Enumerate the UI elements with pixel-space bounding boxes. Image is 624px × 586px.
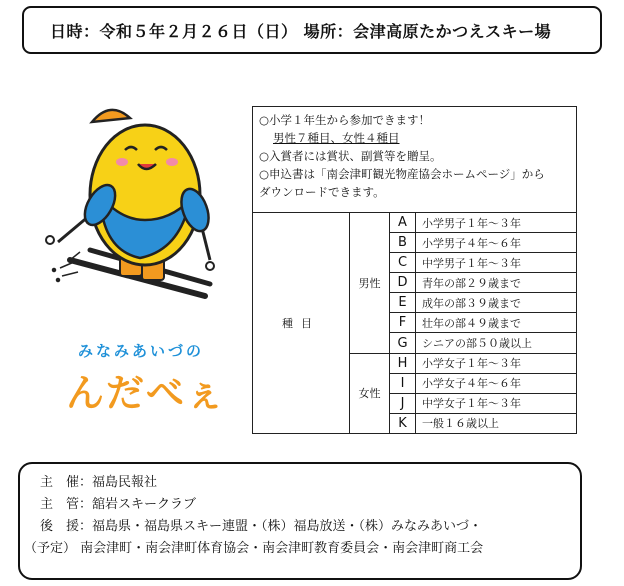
hat-icon: [92, 110, 130, 122]
manager-line: 主 管：舘岩スキークラブ: [40, 497, 197, 512]
event-header-text: 日時：令和５年２月２６日（日） 場所：会津高原たかつえスキー場: [50, 21, 552, 41]
male-label: 男性: [350, 213, 390, 354]
info-line: ○小学１年生から参加できます！: [259, 113, 431, 127]
info-box: [252, 106, 577, 212]
category-desc: シニアの部５０歳以上: [416, 333, 577, 353]
category-code: C: [390, 253, 416, 273]
category-desc: 青年の部２９歳まで: [416, 273, 577, 293]
organizer-line: 主 催：福島民報社: [40, 475, 158, 490]
category-code: K: [390, 413, 416, 433]
category-code: A: [390, 213, 416, 233]
category-desc: 小学女子１年～３年: [416, 353, 577, 373]
table-row: [253, 213, 577, 233]
snow-spray-icon: [53, 252, 81, 282]
category-code: J: [390, 393, 416, 413]
category-code: F: [390, 313, 416, 333]
category-code: E: [390, 293, 416, 313]
info-line: 男性７種目、女性４種目: [273, 131, 400, 145]
supporter-planned-line: （予定） 南会津町・南会津町体育協会・南会津町教育委員会・南会津町商工会: [24, 541, 484, 556]
sponsor-box: [18, 462, 582, 580]
category-desc: 小学女子４年～６年: [416, 373, 577, 393]
category-desc: 小学男子４年～６年: [416, 233, 577, 253]
info-line: ダウンロードできます。: [259, 185, 385, 199]
mascot-illustration: [30, 100, 240, 310]
info-line: ○入賞者には賞状、副賞等を贈呈。: [259, 149, 442, 163]
category-code: B: [390, 233, 416, 253]
brand-subtitle: みなみあいづの: [78, 342, 205, 360]
category-code: I: [390, 373, 416, 393]
category-desc: 中学女子１年～３年: [416, 393, 577, 413]
info-line: ○申込書は「南会津町観光物産協会ホームページ」から: [259, 167, 545, 181]
category-desc: 壮年の部４９歳まで: [416, 313, 577, 333]
category-desc: 一般１６歳以上: [416, 413, 577, 433]
category-code: D: [390, 273, 416, 293]
female-label: 女性: [350, 353, 390, 433]
category-code: H: [390, 353, 416, 373]
brand-logo-text: んだべぇ: [66, 371, 227, 415]
category-desc: 小学男子１年～３年: [416, 213, 577, 233]
category-desc: 中学男子１年～３年: [416, 253, 577, 273]
category-code: G: [390, 333, 416, 353]
category-label: 種目: [253, 213, 350, 434]
category-table: [252, 212, 577, 434]
category-desc: 成年の部３９歳まで: [416, 293, 577, 313]
supporter-line: 後 援：福島県・福島県スキー連盟・（株）福島放送・（株）みなみあいづ・: [40, 519, 483, 534]
event-header-box: [22, 6, 602, 54]
